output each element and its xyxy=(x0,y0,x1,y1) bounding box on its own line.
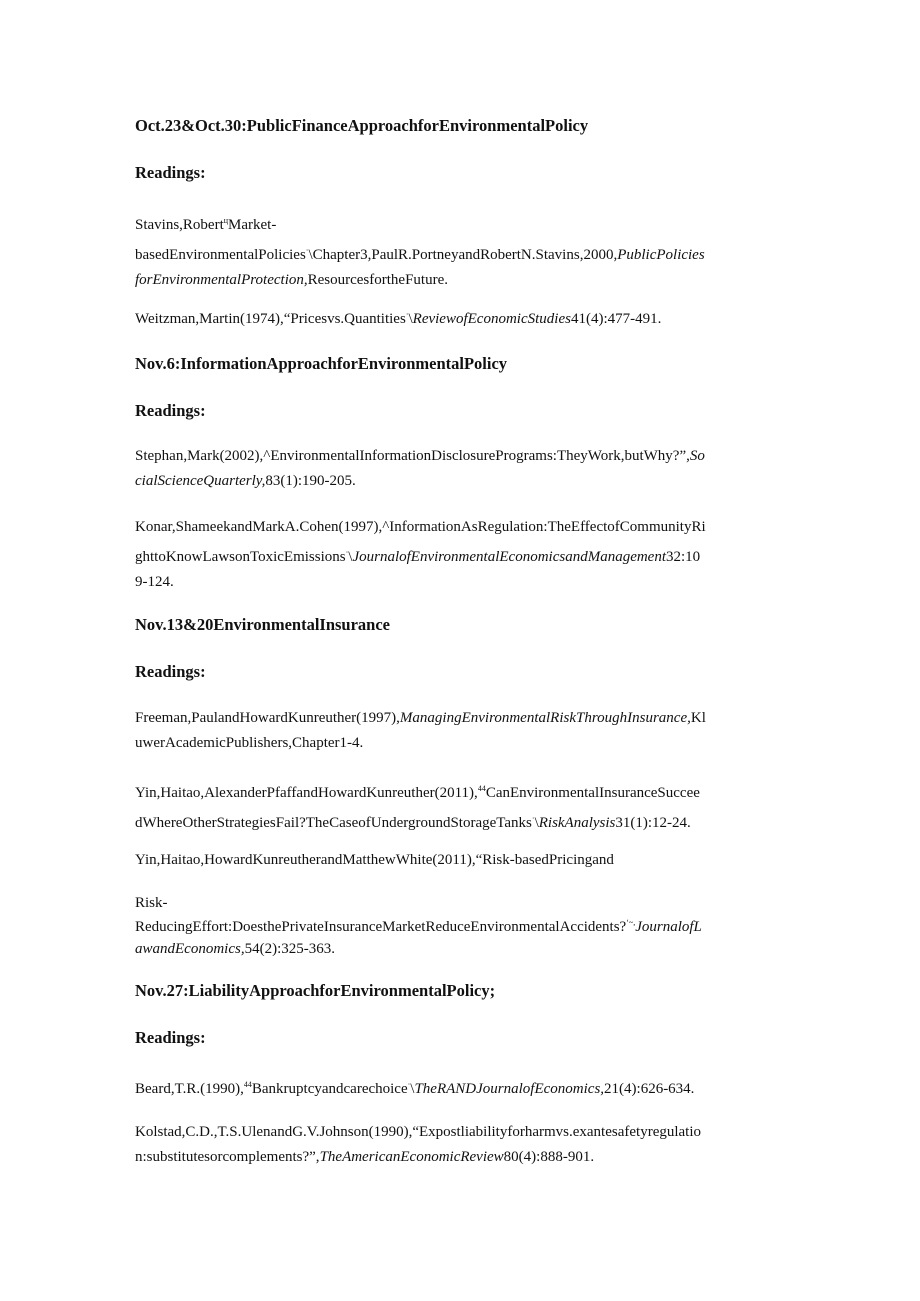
readings-label: Readings: xyxy=(135,662,206,681)
reference-entry: Freeman,PaulandHowardKunreuther(1997),ManagingEnvironmentalRiskThroughInsurance,Kl uwerAcademicPublishers,Chapter1-4. xyxy=(135,710,706,751)
reference-entry: Risk- ReducingEffort:DoesthePrivateInsuranceMarketReduceEnvironmentalAccidents?‘~,JournalofL awandEconomics,54(2):325-363. xyxy=(135,895,702,957)
reference-entry: Kolstad,C.D.,T.S.UlenandG.V.Johnson(1990),“Expostliabilityforharmvs.exantesafetyregulatio n:substitutesorcomplements?”,TheAmericanEconomicReview80(4):888-901. xyxy=(135,1124,702,1165)
reference-entry: Yin,Haitao,AlexanderPfaffandHowardKunreuther(2011),$^{44}$CanEnvironmentalInsuranceSuccee dWhereOtherStrategiesFail?TheCaseofUndergroundStorageTanks·\RiskAnalysis31(1):12-24. xyxy=(135,784,700,831)
readings-label: Readings: xyxy=(135,163,206,182)
reference-entry: Konar,ShameekandMarkA.Cohen(1997),^InformationAsRegulation:TheEffectofCommunityRi ghttoKnowLawsonToxicEmissions·\JournalofEnvironmentalEconomicsandManagement32:10 9-124. xyxy=(135,519,706,590)
section-heading: Oct.23&Oct.30:PublicFinanceApproachforEnvironmentalPolicy xyxy=(135,116,589,135)
reference-entry: Weitzman,Martin(1974),“Pricesvs.Quantities·\ReviewofEconomicStudies41(4):477-491. xyxy=(135,310,662,327)
section-heading: Nov.6:InformationApproachforEnvironmentalPolicy xyxy=(135,354,508,373)
readings-label: Readings: xyxy=(135,401,206,420)
reference-entry: Yin,Haitao,HowardKunreutherandMatthewWhite(2011),“Risk-basedPricingand xyxy=(135,852,614,868)
section-heading: Nov.27:LiabilityApproachforEnvironmentalPolicy; xyxy=(135,981,496,1000)
reference-entry: Stephan,Mark(2002),^EnvironmentalInformationDisclosurePrograms:TheyWork,butWhy?”,So cialScienceQuarterly,83(1):190-205. xyxy=(135,448,705,489)
reference-entry: Stavins,Robert$^ц$Market- basedEnvironmentalPolicies·\Chapter3,PaulR.PortneyandRobertN.Stavins,2000,PublicPolicies forEnvironmentalProtection,ResourcesfortheFuture. xyxy=(135,216,705,288)
readings-label: Readings: xyxy=(135,1028,206,1047)
section-heading: Nov.13&20EnvironmentalInsurance xyxy=(135,615,391,634)
reference-entry: Beard,T.R.(1990),$^{44}$Bankruptcyandcarechoice·\TheRANDJournalofEconomics,21(4):626-634. xyxy=(135,1080,695,1097)
